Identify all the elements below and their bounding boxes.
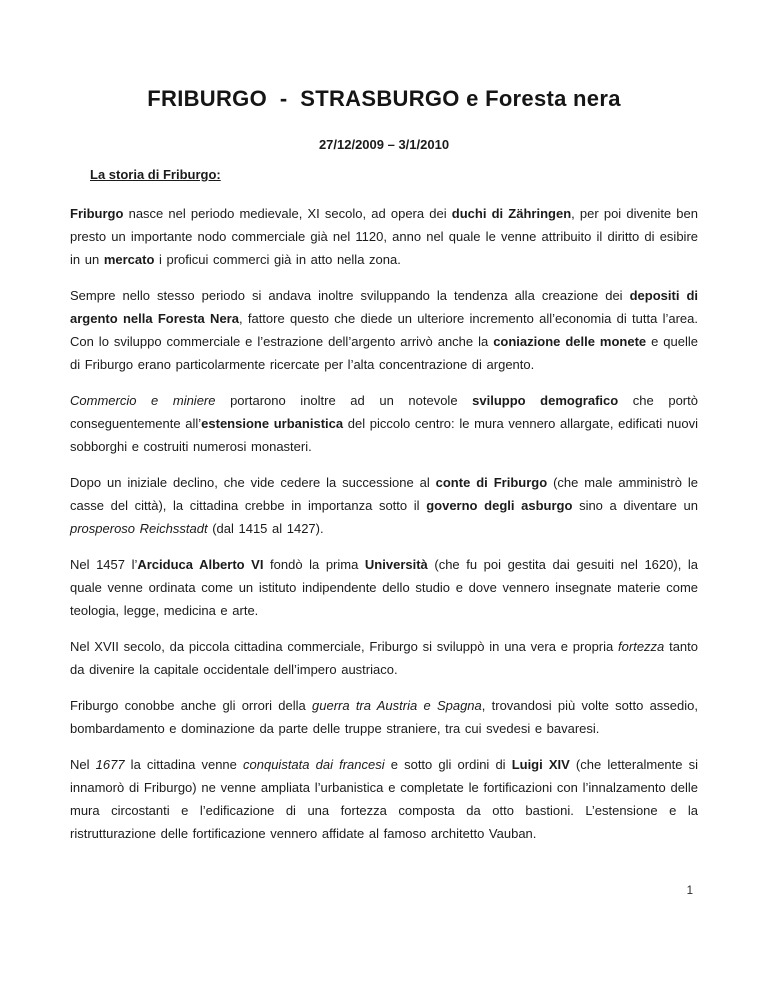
paragraph: Nel XVII secolo, da piccola cittadina commerciale, Friburgo si sviluppò in una vera e propria fortezza tanto da divenire la capitale occidentale dell’impero austriaco. <box>70 639 698 677</box>
date-range: 27/12/2009 – 3/1/2010 <box>318 137 450 152</box>
document-title: FRIBURGO - STRASBURGO e Foresta nera <box>147 86 621 111</box>
section-heading: La storia di Friburgo: <box>90 167 221 182</box>
paragraph: Nel 1677 la cittadina venne conquistata dai francesi e sotto gli ordini di Luigi XIV (che letteralmente si innamorò di Friburgo) ne venne ampliata l’urbanistica e completate le fortificazioni con l’innalzamento delle mura circostanti e l’edificazione di una fortezza composta da otto bastioni. L’estensione e la ristrutturazione delle fortificazione vennero affidate al famoso architetto Vauban. <box>70 757 698 841</box>
paragraph: Friburgo nasce nel periodo medievale, XI secolo, ad opera dei duchi di Zähringen, per poi divenite ben presto un importante nodo commerciale già nel 1120, anno nel quale le venne attribuito il diritto di esibire in un mercato i proficui commerci già in atto nella zona. <box>70 206 698 267</box>
paragraph: Dopo un iniziale declino, che vide cedere la successione al conte di Friburgo (che male amministrò le casse del città), la cittadina crebbe in importanza sotto il governo degli asburgo sino a diventare un prosperoso Reichsstadt (dal 1415 al 1427). <box>70 475 699 536</box>
document-body <box>70 202 698 845</box>
paragraph: Commercio e miniere portarono inoltre ad un notevole sviluppo demografico che portò conseguentemente all’estensione urbanistica del piccolo centro: le mura vennero allargate, edificati nuovi sobborghi e costruiti numerosi monasteri. <box>70 393 698 454</box>
paragraph: Friburgo conobbe anche gli orrori della guerra tra Austria e Spagna, trovandosi più volte sotto assedio, bombardamento e dominazione da parte delle truppe straniere, tra cui svedesi e bavaresi. <box>70 698 698 736</box>
paragraph: Nel 1457 l’Arciduca Alberto VI fondò la prima Università (che fu poi gestita dai gesuiti nel 1620), la quale venne ordinata come un istituto indipendente dello studio e dove vennero insegnate materie come teologia, legge, medicina e arte. <box>70 557 699 618</box>
paragraph: Sempre nello stesso periodo si andava inoltre sviluppando la tendenza alla creazione dei depositi di argento nella Foresta Nera, fattore questo che diede un ulteriore incremento all’economia di tutta l’area. Con lo sviluppo commerciale e l’estrazione dell’argento arrivò anche la coniazione delle monete e quelle di Friburgo erano particolarmente ricercate per l’alta concentrazione di argento. <box>70 288 699 372</box>
page-number: 1 <box>686 885 693 897</box>
